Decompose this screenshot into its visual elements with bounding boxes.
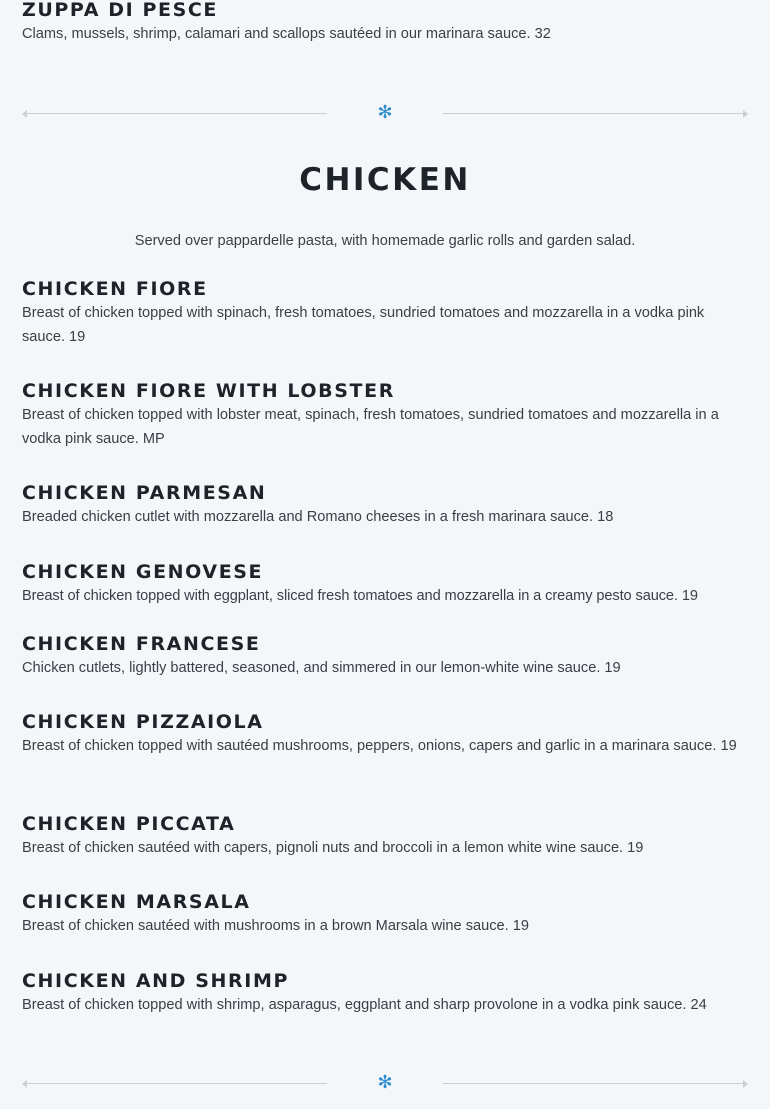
menu-item-description: Breast of chicken topped with eggplant, sliced fresh tomatoes and mozzarella in a creamy pesto sauce. 19 xyxy=(22,588,698,604)
menu-item-name: CHICKEN PARMESAN xyxy=(22,482,267,504)
section-divider xyxy=(22,102,748,123)
snowflake-ornament-icon: ✻ xyxy=(377,102,393,123)
menu-item-description: Chicken cutlets, lightly battered, seasoned, and simmered in our lemon-white wine sauce. 19 xyxy=(22,660,621,676)
divider-cap-left xyxy=(22,1080,27,1088)
menu-item-chicken-pizzaiola xyxy=(22,710,750,758)
menu-item-name: CHICKEN MARSALA xyxy=(22,891,251,913)
menu-item-chicken-and-shrimp xyxy=(22,969,750,1017)
menu-item-zuppa-di-pesce xyxy=(22,0,750,46)
menu-item-description: Breast of chicken topped with lobster meat, spinach, fresh tomatoes, sundried tomatoes and mozzarella in a vodka pink sauce. MP xyxy=(22,407,719,447)
menu-item-name: ZUPPA DI PESCE xyxy=(22,0,218,21)
menu-item-description: Clams, mussels, shrimp, calamari and scallops sautéed in our marinara sauce. 32 xyxy=(22,26,551,42)
menu-item-name: CHICKEN PICCATA xyxy=(22,813,236,835)
menu-item-name: CHICKEN FIORE xyxy=(22,278,208,300)
section-divider xyxy=(22,1072,748,1093)
menu-item-description: Breast of chicken topped with shrimp, asparagus, eggplant and sharp provolone in a vodka pink sauce. 24 xyxy=(22,997,707,1013)
menu-item-chicken-francese xyxy=(22,632,750,680)
menu-item-name: CHICKEN FRANCESE xyxy=(22,633,261,655)
menu-item-description: Breast of chicken topped with sautéed mushrooms, peppers, onions, capers and garlic in a marinara sauce. 19 xyxy=(22,738,737,754)
menu-item-name: CHICKEN GENOVESE xyxy=(22,561,264,583)
snowflake-ornament-icon: ✻ xyxy=(377,1072,393,1093)
menu-item-description: Breaded chicken cutlet with mozzarella and Romano cheeses in a fresh marinara sauce. 18 xyxy=(22,509,614,525)
menu-item-chicken-parmesan xyxy=(22,481,750,529)
menu-item-chicken-piccata xyxy=(22,812,750,860)
menu-item-chicken-marsala xyxy=(22,890,750,938)
divider-line-left xyxy=(26,113,327,114)
menu-item-chicken-fiore-with-lobster xyxy=(22,379,750,451)
divider-line-right xyxy=(443,1083,744,1084)
menu-item-description: Breast of chicken sautéed with mushrooms in a brown Marsala wine sauce. 19 xyxy=(22,918,529,934)
menu-item-name: CHICKEN AND SHRIMP xyxy=(22,970,289,992)
menu-item-name: CHICKEN FIORE WITH LOBSTER xyxy=(22,380,395,402)
section-note: Served over pappardelle pasta, with homemade garlic rolls and garden salad. xyxy=(134,233,636,249)
divider-cap-right xyxy=(743,110,748,118)
divider-cap-right xyxy=(743,1080,748,1088)
section-title: CHICKEN xyxy=(299,162,471,198)
divider-line-right xyxy=(443,113,744,114)
menu-item-chicken-genovese xyxy=(22,560,750,608)
menu-item-description: Breast of chicken sautéed with capers, pignoli nuts and broccoli in a lemon white wine sauce. 19 xyxy=(22,840,644,856)
menu-item-name: CHICKEN PIZZAIOLA xyxy=(22,711,264,733)
menu-item-description: Breast of chicken topped with spinach, fresh tomatoes, sundried tomatoes and mozzarella in a vodka pink sauce. 19 xyxy=(22,305,705,345)
divider-line-left xyxy=(26,1083,327,1084)
divider-cap-left xyxy=(22,110,27,118)
menu-item-chicken-fiore xyxy=(22,277,750,349)
